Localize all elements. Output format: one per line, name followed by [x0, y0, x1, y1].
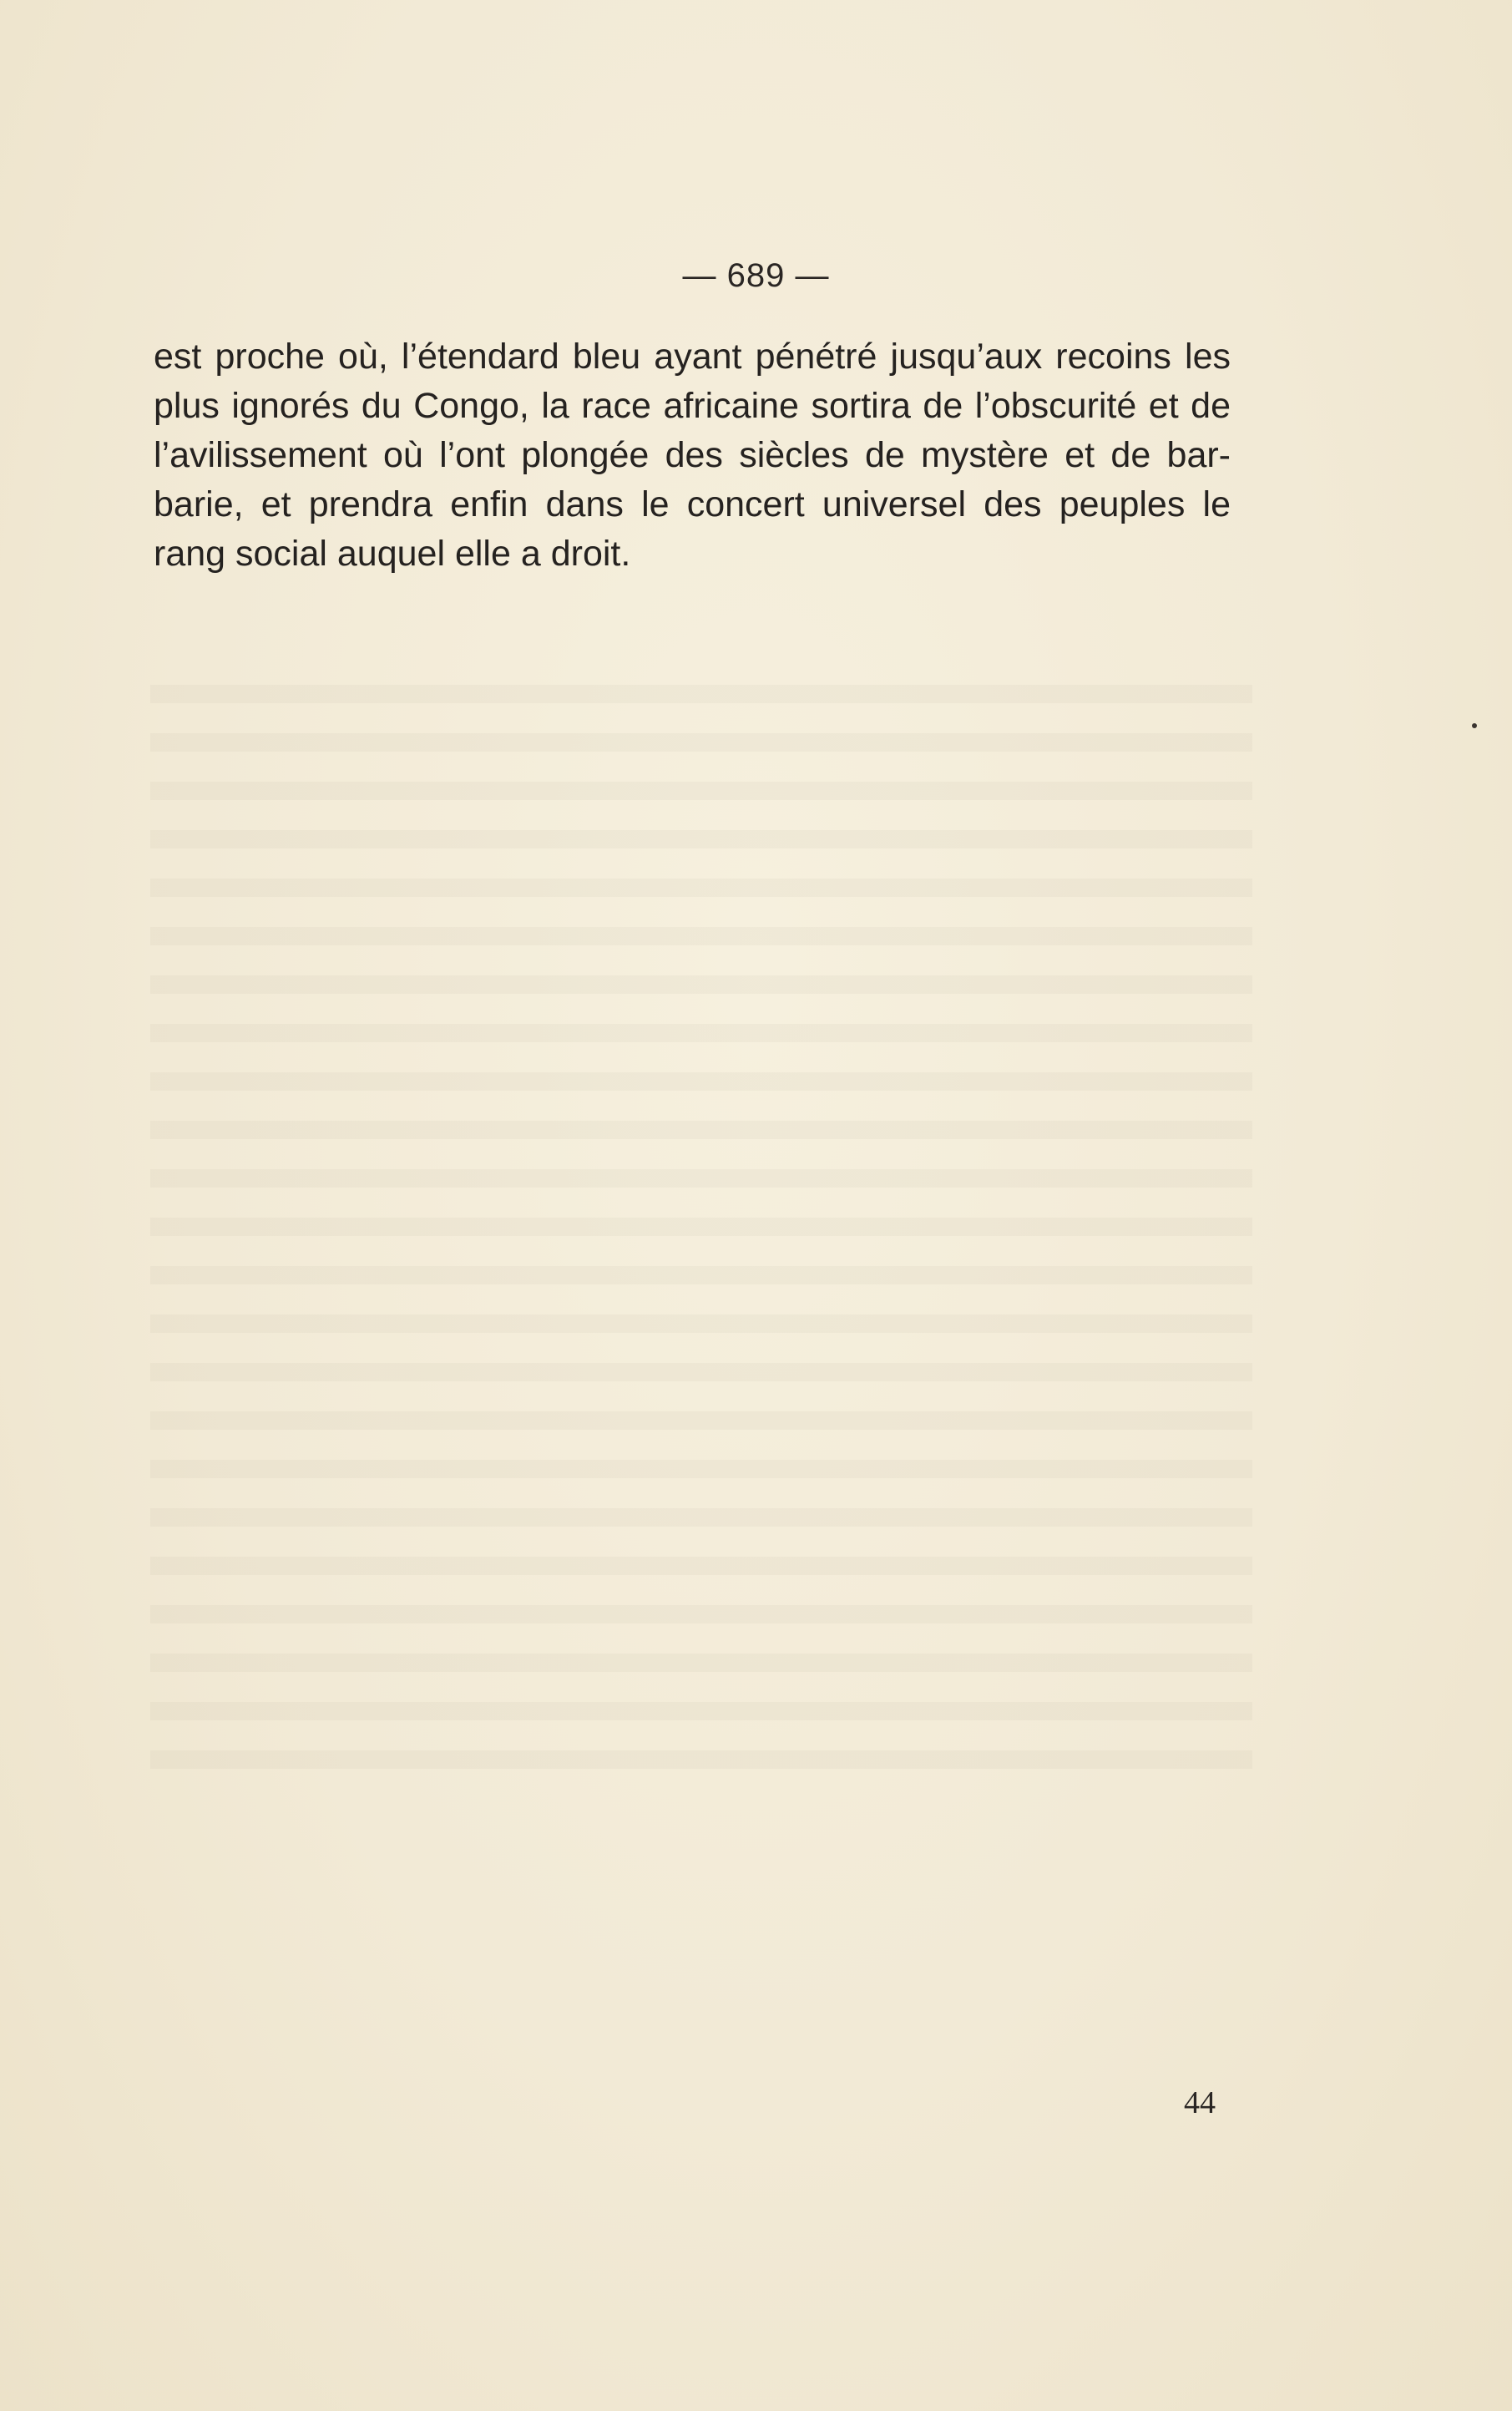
- paragraph-line: l’avilissement où l’ont plongée des siècles de mystère et de bar-: [154, 435, 1231, 475]
- paragraph-line: plus ignorés du Congo, la race africaine sortira de l’obscurité et de: [154, 386, 1231, 426]
- paragraph: [154, 332, 1231, 579]
- signature-mark: 44: [1184, 2085, 1216, 2120]
- page-number: — 689 —: [682, 257, 830, 294]
- paragraph-line: est proche où, l’étendard bleu ayant pénétré jusqu’aux recoins les: [154, 337, 1231, 377]
- ink-speck: [1472, 723, 1477, 728]
- reverse-side-show-through: [150, 685, 1252, 1787]
- paragraph-line: barie, et prendra enfin dans le concert universel des peuples le: [154, 484, 1231, 524]
- paragraph-line: rang social auquel elle a droit.: [154, 534, 631, 574]
